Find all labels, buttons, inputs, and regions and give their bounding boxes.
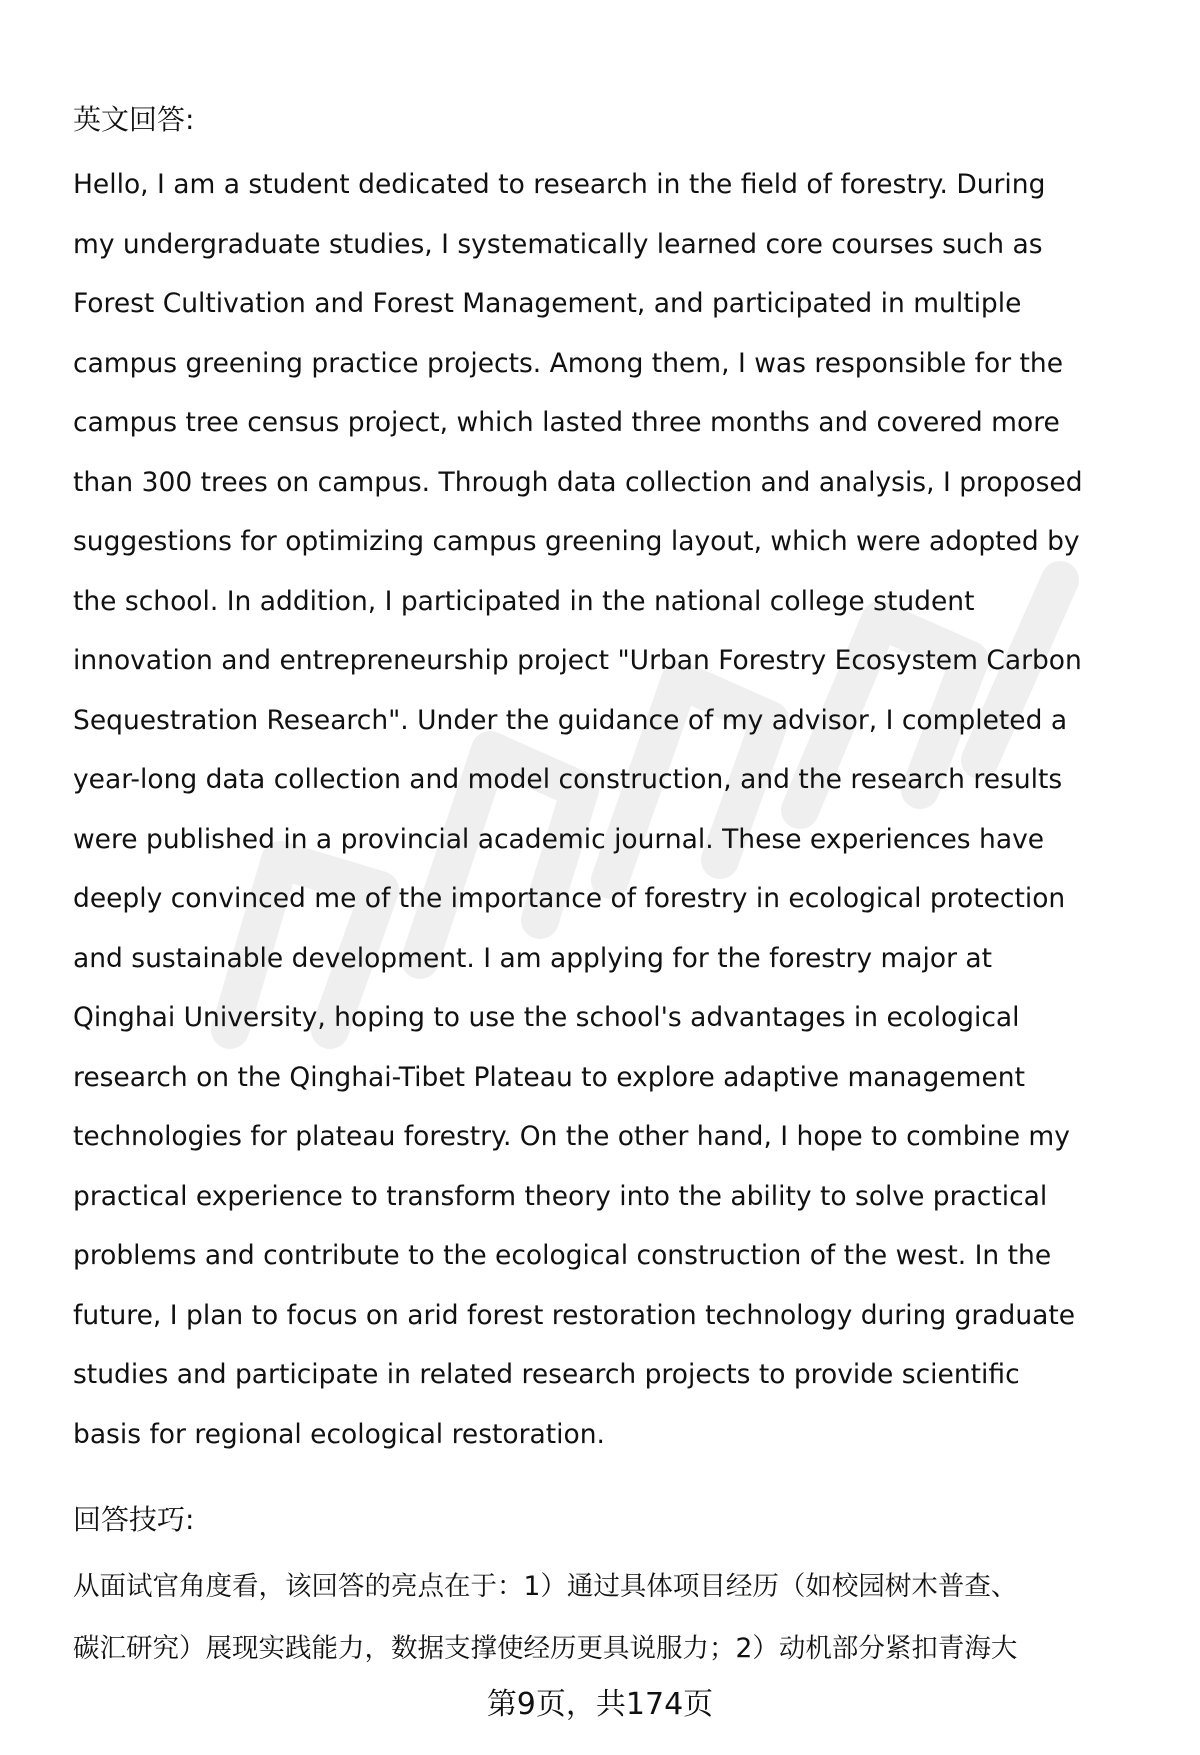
- tips-paragraph: [73, 1556, 1153, 1680]
- answer-line: the school. In addition, I participated in the national college student: [73, 585, 975, 617]
- answer-line: Forest Cultivation and Forest Management, and participated in multiple: [73, 288, 1022, 319]
- answer-line: innovation and entrepreneurship project "Urban Forestry Ecosystem Carbon: [73, 645, 1082, 676]
- answer-line: my undergraduate studies, I systematically learned core courses such as: [73, 228, 1043, 260]
- answer-line: suggestions for optimizing campus greening layout, which were adopted by: [73, 526, 1080, 557]
- answer-line: and sustainable development. I am applying for the forestry major at: [73, 942, 993, 974]
- answer-line: campus tree census project, which lasted three months and covered more: [73, 407, 1060, 438]
- answer-line: deeply convinced me of the importance of forestry in ecological protection: [73, 883, 1066, 914]
- answer-line: studies and participate in related research projects to provide scientific: [73, 1359, 1020, 1390]
- answer-line: Sequestration Research". Under the guidance of my advisor, I completed a: [73, 704, 1068, 736]
- answer-line: year-long data collection and model construction, and the research results: [73, 764, 1063, 795]
- tips-line: 从面试官角度看，该回答的亮点在于：1）通过具体项目经历（如校园树木普查、: [73, 1571, 1018, 1602]
- answer-line: Hello, I am a student dedicated to research in the field of forestry. During: [73, 169, 1046, 200]
- answer-section-label: 英文回答:: [73, 103, 195, 136]
- page-number-footer: 第9页，共174页: [486, 1687, 714, 1722]
- answer-paragraph: [73, 155, 1153, 1464]
- answer-line: Qinghai University, hoping to use the school's advantages in ecological: [73, 1002, 1020, 1033]
- tips-line: 碳汇研究）展现实践能力，数据支撑使经历更具说服力；2）动机部分紧扣青海大: [73, 1633, 1018, 1664]
- answer-line: basis for regional ecological restoration.: [73, 1418, 605, 1450]
- answer-line: campus greening practice projects. Among them, I was responsible for the: [73, 347, 1064, 379]
- answer-line: practical experience to transform theory into the ability to solve practical: [73, 1180, 1048, 1212]
- answer-line: future, I plan to focus on arid forest restoration technology during graduate: [73, 1299, 1076, 1331]
- answer-line: were published in a provincial academic journal. These experiences have: [73, 823, 1045, 855]
- answer-line: than 300 trees on campus. Through data collection and analysis, I proposed: [73, 466, 1083, 498]
- tips-section-label: 回答技巧:: [73, 1503, 195, 1536]
- answer-line: technologies for plateau forestry. On the other hand, I hope to combine my: [73, 1121, 1070, 1152]
- answer-line: problems and contribute to the ecological construction of the west. In the: [73, 1240, 1052, 1271]
- answer-line: research on the Qinghai-Tibet Plateau to explore adaptive management: [73, 1061, 1025, 1093]
